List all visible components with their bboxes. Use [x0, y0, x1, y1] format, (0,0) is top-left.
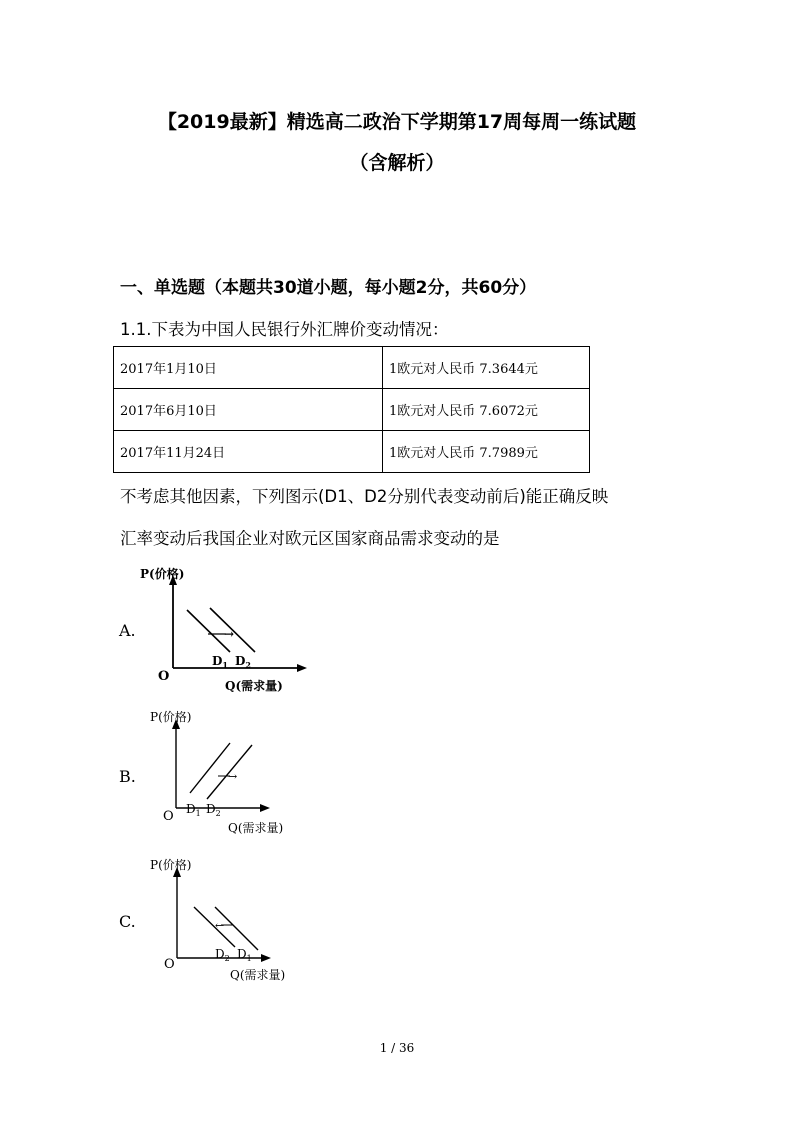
origin-label: O: [163, 809, 174, 824]
curve-label-subscript: 2: [245, 660, 251, 670]
curve-label: D: [206, 802, 216, 816]
table-row: [114, 389, 590, 431]
table-row: [114, 431, 590, 473]
svg-text:D2: [206, 802, 221, 818]
question-prompt-line1: 不考虑其他因素，下列图示(D1、D2分别代表变动前后)能正确反映: [120, 487, 609, 506]
table-cell-rate: 1欧元对人民币 7.3644元: [383, 347, 590, 389]
option-a-demand-diagram: [140, 562, 330, 692]
shift-arrow: ←: [215, 919, 225, 932]
svg-text:D2: [235, 654, 251, 670]
svg-text:D1: [212, 654, 228, 670]
y-axis-label: P(价格): [150, 710, 192, 724]
section-heading: 一、单选题（本题共30道小题，每小题2分，共60分）: [120, 278, 537, 298]
table-cell-date: 2017年11月24日: [114, 431, 383, 473]
curve-label-subscript: 2: [215, 809, 221, 818]
x-axis-arrowhead: [261, 954, 271, 962]
svg-text:D1: [186, 802, 201, 818]
table-row: [114, 347, 590, 389]
option-c-demand-diagram: [150, 852, 340, 987]
demand-curve-d1: [190, 743, 230, 793]
exchange-rate-table: [113, 346, 590, 473]
table-cell-rate: 1欧元对人民币 7.7989元: [383, 431, 590, 473]
origin-label: O: [164, 957, 175, 972]
x-axis-label: Q(需求量): [225, 679, 283, 693]
table-cell-rate: 1欧元对人民币 7.6072元: [383, 389, 590, 431]
option-a-label[interactable]: A.: [119, 621, 136, 640]
page-indicator: 1 / 36: [379, 1041, 415, 1055]
option-b-demand-diagram: [150, 708, 340, 838]
y-axis-label: P(价格): [140, 567, 185, 581]
shift-arrow: →: [224, 627, 235, 641]
curve-label-subscript: 1: [246, 954, 252, 963]
curve-label: D: [235, 654, 246, 668]
curve-label: D: [237, 947, 247, 961]
document-subtitle: （含解析）: [349, 152, 445, 174]
option-c-label[interactable]: C.: [119, 912, 136, 931]
curve-label: D: [186, 802, 196, 816]
origin-label: O: [158, 669, 170, 684]
x-axis-label: Q(需求量): [228, 821, 284, 835]
curve-label: D: [212, 654, 223, 668]
question-stem: 1.1.下表为中国人民银行外汇牌价变动情况：: [120, 320, 449, 339]
x-axis-label: Q(需求量): [230, 968, 286, 982]
document-title: 【2019最新】精选高二政治下学期第17周每周一练试题: [157, 111, 637, 133]
question-prompt-line2: 汇率变动后我国企业对欧元区国家商品需求变动的是: [120, 529, 500, 548]
svg-text:D1: [237, 947, 252, 963]
x-axis-arrowhead: [260, 804, 270, 812]
option-b-label[interactable]: B.: [119, 767, 136, 786]
curve-label: D: [215, 947, 225, 961]
x-axis-arrowhead: [297, 664, 307, 672]
y-axis-label: P(价格): [150, 858, 192, 872]
svg-text:D2: [215, 947, 230, 963]
table-cell-date: 2017年6月10日: [114, 389, 383, 431]
curve-label-subscript: 1: [195, 809, 201, 818]
table-cell-date: 2017年1月10日: [114, 347, 383, 389]
curve-label-subscript: 1: [222, 660, 228, 670]
curve-label-subscript: 2: [224, 954, 230, 963]
shift-arrow: →: [228, 770, 238, 783]
